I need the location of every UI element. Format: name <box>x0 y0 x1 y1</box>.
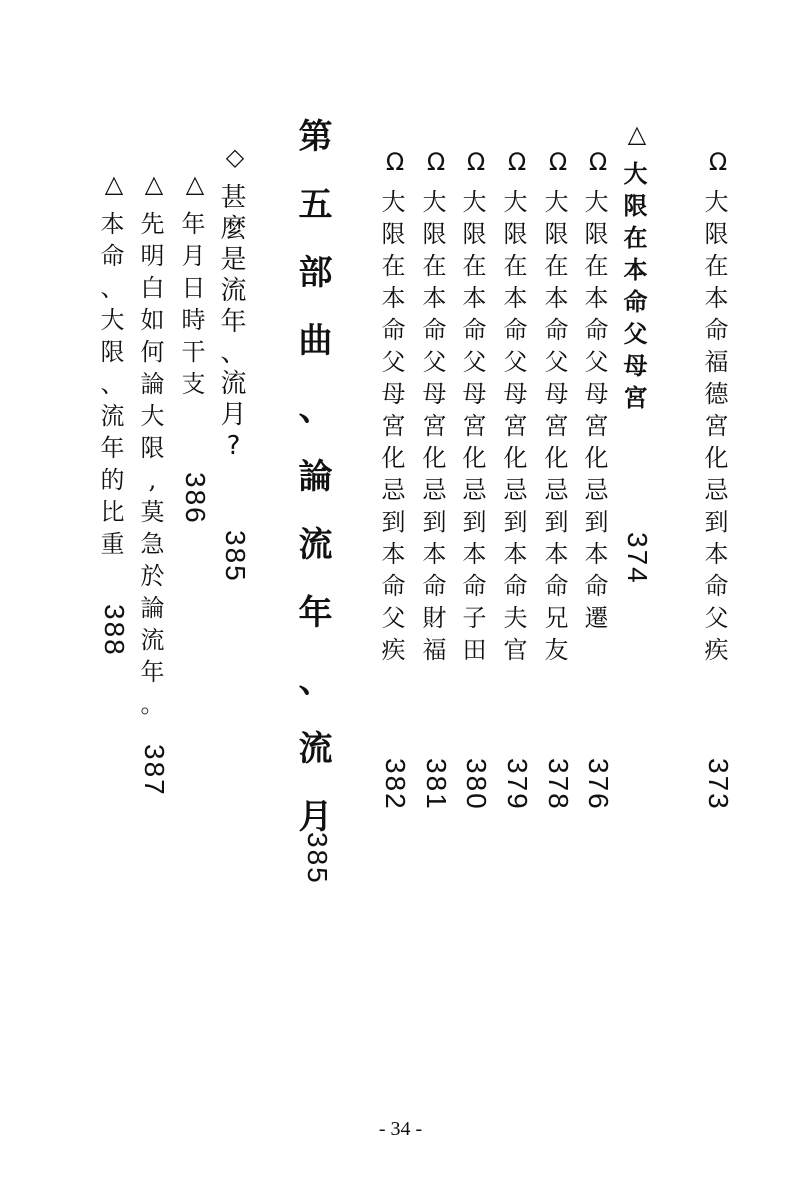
title-glyph: 田 <box>462 636 490 664</box>
toc-entry-4[interactable] <box>502 150 532 1050</box>
title-glyph: 父 <box>462 348 490 376</box>
title-glyph: 到 <box>381 508 409 536</box>
toc-entry-5[interactable] <box>461 150 491 1050</box>
entry-page-number: 373 <box>703 758 734 811</box>
title-glyph: 大 <box>704 188 732 216</box>
title-glyph: 論 <box>140 370 168 398</box>
entry-title <box>182 212 209 404</box>
title-glyph: 限 <box>140 434 168 462</box>
title-glyph: 曲 <box>298 321 336 361</box>
title-glyph: 明 <box>140 242 168 270</box>
title-glyph: 父 <box>623 320 651 348</box>
title-glyph: 年 <box>181 210 209 238</box>
title-glyph: 限 <box>544 220 572 248</box>
entry-title <box>220 185 249 464</box>
title-glyph: 本 <box>704 540 732 568</box>
title-glyph: 流 <box>220 276 250 306</box>
title-glyph: 比 <box>100 498 128 526</box>
title-glyph: 命 <box>503 572 531 600</box>
title-glyph: 支 <box>181 370 209 398</box>
title-glyph: 化 <box>503 444 531 472</box>
title-glyph: 本 <box>422 540 450 568</box>
part-title <box>298 117 336 868</box>
title-glyph: 本 <box>544 284 572 312</box>
title-glyph: 到 <box>584 508 612 536</box>
omega-bullet-icon: Ω <box>708 148 728 176</box>
title-glyph: 月 <box>298 797 336 837</box>
title-glyph: 本 <box>584 284 612 312</box>
title-glyph: 何 <box>140 338 168 366</box>
title-glyph: 命 <box>100 242 128 270</box>
title-glyph: 莫 <box>140 498 168 526</box>
title-glyph: 福 <box>422 636 450 664</box>
entry-page-number: 374 <box>622 532 653 585</box>
entry-title <box>463 190 490 670</box>
title-glyph: 命 <box>381 316 409 344</box>
title-glyph: 命 <box>623 288 651 316</box>
entry-page-number: 382 <box>380 758 411 811</box>
title-glyph: 命 <box>544 316 572 344</box>
title-glyph: 本 <box>381 540 409 568</box>
title-glyph: 財 <box>422 604 450 632</box>
title-glyph: 化 <box>544 444 572 472</box>
title-glyph: 、 <box>298 661 336 701</box>
entry-page-number: 387 <box>139 744 170 797</box>
title-glyph: 本 <box>503 284 531 312</box>
title-glyph: 年 <box>100 434 128 462</box>
title-glyph: 命 <box>422 572 450 600</box>
title-glyph: , <box>148 466 160 494</box>
title-glyph: 的 <box>100 466 128 494</box>
omega-bullet-icon: Ω <box>507 148 527 176</box>
omega-bullet-icon: Ω <box>548 148 568 176</box>
title-glyph: 忌 <box>462 476 490 504</box>
omega-bullet-icon: Ω <box>385 148 405 176</box>
title-glyph: 日 <box>181 274 209 302</box>
title-glyph: 疾 <box>381 636 409 664</box>
title-glyph: 到 <box>544 508 572 536</box>
title-glyph: 德 <box>704 380 732 408</box>
title-glyph: 限 <box>100 338 128 366</box>
title-glyph: 化 <box>584 444 612 472</box>
title-glyph: 大 <box>100 306 128 334</box>
title-glyph: 本 <box>462 284 490 312</box>
title-glyph: 宮 <box>704 412 732 440</box>
title-glyph: 在 <box>462 252 490 280</box>
title-glyph: 甚 <box>220 183 250 213</box>
title-glyph: 福 <box>704 348 732 376</box>
title-glyph: ? <box>226 431 244 461</box>
title-glyph: 月 <box>220 400 250 430</box>
title-glyph: 本 <box>381 284 409 312</box>
toc-entry-12[interactable] <box>99 172 129 1072</box>
title-glyph: 在 <box>584 252 612 280</box>
entry-page-number: 379 <box>502 758 533 811</box>
title-glyph: 父 <box>381 348 409 376</box>
title-glyph: 化 <box>704 444 732 472</box>
title-glyph: 本 <box>503 540 531 568</box>
title-glyph: 子 <box>462 604 490 632</box>
title-glyph: 大 <box>381 188 409 216</box>
title-glyph: 忌 <box>544 476 572 504</box>
entry-title <box>705 190 732 670</box>
title-glyph: 如 <box>140 306 168 334</box>
title-glyph: 在 <box>422 252 450 280</box>
title-glyph: 父 <box>704 604 732 632</box>
title-glyph: 宮 <box>584 412 612 440</box>
title-glyph: 友 <box>544 636 572 664</box>
title-glyph: 流 <box>100 402 128 430</box>
entry-page-number: 380 <box>461 758 492 811</box>
title-glyph: 時 <box>181 306 209 334</box>
title-glyph: 疾 <box>704 636 732 664</box>
diamond-bullet-icon: ◇ <box>225 143 245 171</box>
title-glyph: 母 <box>584 380 612 408</box>
entry-title <box>101 212 128 564</box>
title-glyph: 忌 <box>584 476 612 504</box>
omega-bullet-icon: Ω <box>426 148 446 176</box>
title-glyph: 到 <box>462 508 490 536</box>
title-glyph: 本 <box>623 256 651 284</box>
title-glyph: 父 <box>584 348 612 376</box>
title-glyph: 兄 <box>544 604 572 632</box>
entry-page-number: 386 <box>180 472 211 525</box>
title-glyph: 年 <box>140 658 168 686</box>
entry-page-number: 388 <box>99 604 130 657</box>
title-glyph: 到 <box>704 508 732 536</box>
title-glyph: 麼 <box>220 214 250 244</box>
title-glyph: 限 <box>422 220 450 248</box>
title-glyph: 化 <box>462 444 490 472</box>
toc-entry-11[interactable] <box>139 172 169 1072</box>
title-glyph: 本 <box>422 284 450 312</box>
entry-page-number: 385 <box>220 530 251 583</box>
title-glyph: 大 <box>623 160 651 188</box>
title-glyph: 母 <box>422 380 450 408</box>
title-glyph: 干 <box>181 338 209 366</box>
title-glyph: 父 <box>381 604 409 632</box>
title-glyph: 宮 <box>544 412 572 440</box>
title-glyph: 於 <box>140 562 168 590</box>
title-glyph: 母 <box>544 380 572 408</box>
title-glyph: 宮 <box>503 412 531 440</box>
title-glyph: 在 <box>704 252 732 280</box>
omega-bullet-icon: Ω <box>588 148 608 176</box>
title-glyph: 宮 <box>623 384 651 412</box>
title-glyph: 忌 <box>422 476 450 504</box>
entry-title <box>504 190 531 670</box>
title-glyph: 忌 <box>704 476 732 504</box>
entry-page-number: 378 <box>543 758 574 811</box>
title-glyph: 大 <box>422 188 450 216</box>
title-glyph: 命 <box>381 572 409 600</box>
title-glyph: 大 <box>544 188 572 216</box>
title-glyph: 化 <box>422 444 450 472</box>
title-glyph: 大 <box>584 188 612 216</box>
title-glyph: 論 <box>140 594 168 622</box>
title-glyph: 母 <box>462 380 490 408</box>
toc-entry-10[interactable] <box>180 172 210 1072</box>
title-glyph: 白 <box>140 274 168 302</box>
title-glyph: 先 <box>140 210 168 238</box>
title-glyph: 。 <box>140 690 168 718</box>
title-glyph: 重 <box>100 530 128 558</box>
title-glyph: 本 <box>100 210 128 238</box>
title-glyph: 父 <box>544 348 572 376</box>
title-glyph: 限 <box>584 220 612 248</box>
triangle-bullet-icon: △ <box>185 170 205 198</box>
title-glyph: 在 <box>544 252 572 280</box>
title-glyph: 命 <box>462 316 490 344</box>
entry-page-number: 381 <box>421 758 452 811</box>
title-glyph: 大 <box>140 402 168 430</box>
title-glyph: 遷 <box>584 604 612 632</box>
entry-title <box>624 162 651 418</box>
title-glyph: 限 <box>623 192 651 220</box>
title-glyph: 到 <box>422 508 450 536</box>
title-glyph: 命 <box>704 572 732 600</box>
title-glyph: 大 <box>503 188 531 216</box>
title-glyph: 限 <box>704 220 732 248</box>
entry-title <box>423 190 450 670</box>
title-glyph: 宮 <box>381 412 409 440</box>
title-glyph: 流 <box>140 626 168 654</box>
part-page-number: 385 <box>302 832 333 885</box>
toc-entry-1[interactable] <box>622 122 652 1022</box>
title-glyph: 五 <box>298 185 336 225</box>
title-glyph: 、 <box>298 389 336 429</box>
title-glyph: 流 <box>220 369 250 399</box>
title-glyph: 夫 <box>503 604 531 632</box>
title-glyph: 限 <box>381 220 409 248</box>
title-glyph: 忌 <box>381 476 409 504</box>
toc-entry-9[interactable] <box>220 145 250 1045</box>
title-glyph: 論 <box>298 457 336 497</box>
title-glyph: 部 <box>298 253 336 293</box>
title-glyph: 命 <box>704 316 732 344</box>
title-glyph: 母 <box>623 352 651 380</box>
title-glyph: 命 <box>422 316 450 344</box>
title-glyph: 是 <box>220 245 250 275</box>
title-glyph: 命 <box>584 316 612 344</box>
title-glyph: 在 <box>503 252 531 280</box>
title-glyph: 父 <box>422 348 450 376</box>
entry-title <box>545 190 572 670</box>
page-number: - 34 - <box>378 1118 423 1140</box>
title-glyph: 宮 <box>422 412 450 440</box>
title-glyph: 命 <box>544 572 572 600</box>
title-glyph: 化 <box>381 444 409 472</box>
title-glyph: 在 <box>381 252 409 280</box>
title-glyph: 在 <box>623 224 651 252</box>
toc-entry-0[interactable] <box>703 150 733 1050</box>
title-glyph: 年 <box>298 593 336 633</box>
title-glyph: 年 <box>220 307 250 337</box>
part-heading[interactable] <box>297 117 337 1020</box>
title-glyph: 流 <box>298 525 336 565</box>
title-glyph: 本 <box>462 540 490 568</box>
title-glyph: 到 <box>503 508 531 536</box>
entry-page-number: 376 <box>583 758 614 811</box>
title-glyph: 、 <box>100 370 128 398</box>
title-glyph: 第 <box>298 117 336 157</box>
triangle-bullet-icon: △ <box>144 170 164 198</box>
toc-entry-7[interactable] <box>380 150 410 1050</box>
title-glyph: 本 <box>704 284 732 312</box>
omega-bullet-icon: Ω <box>466 148 486 176</box>
title-glyph: 、 <box>100 274 128 302</box>
title-glyph: 忌 <box>503 476 531 504</box>
title-glyph: 月 <box>181 242 209 270</box>
triangle-bullet-icon: △ <box>627 120 647 148</box>
entry-title <box>141 212 168 724</box>
title-glyph: 官 <box>503 636 531 664</box>
toc-entry-6[interactable] <box>421 150 451 1050</box>
title-glyph: 急 <box>140 530 168 558</box>
title-glyph: 限 <box>462 220 490 248</box>
title-glyph: 、 <box>220 338 250 368</box>
toc-entry-3[interactable] <box>543 150 573 1050</box>
title-glyph: 大 <box>462 188 490 216</box>
title-glyph: 宮 <box>462 412 490 440</box>
title-glyph: 本 <box>544 540 572 568</box>
triangle-bullet-icon: △ <box>104 170 124 198</box>
title-glyph: 父 <box>503 348 531 376</box>
title-glyph: 母 <box>503 380 531 408</box>
toc-entry-2[interactable] <box>583 150 613 1050</box>
title-glyph: 本 <box>584 540 612 568</box>
title-glyph: 母 <box>381 380 409 408</box>
title-glyph: 命 <box>584 572 612 600</box>
entry-title <box>382 190 409 670</box>
title-glyph: 限 <box>503 220 531 248</box>
title-glyph: 命 <box>462 572 490 600</box>
entry-title <box>585 190 612 638</box>
title-glyph: 命 <box>503 316 531 344</box>
title-glyph: 流 <box>298 729 336 769</box>
